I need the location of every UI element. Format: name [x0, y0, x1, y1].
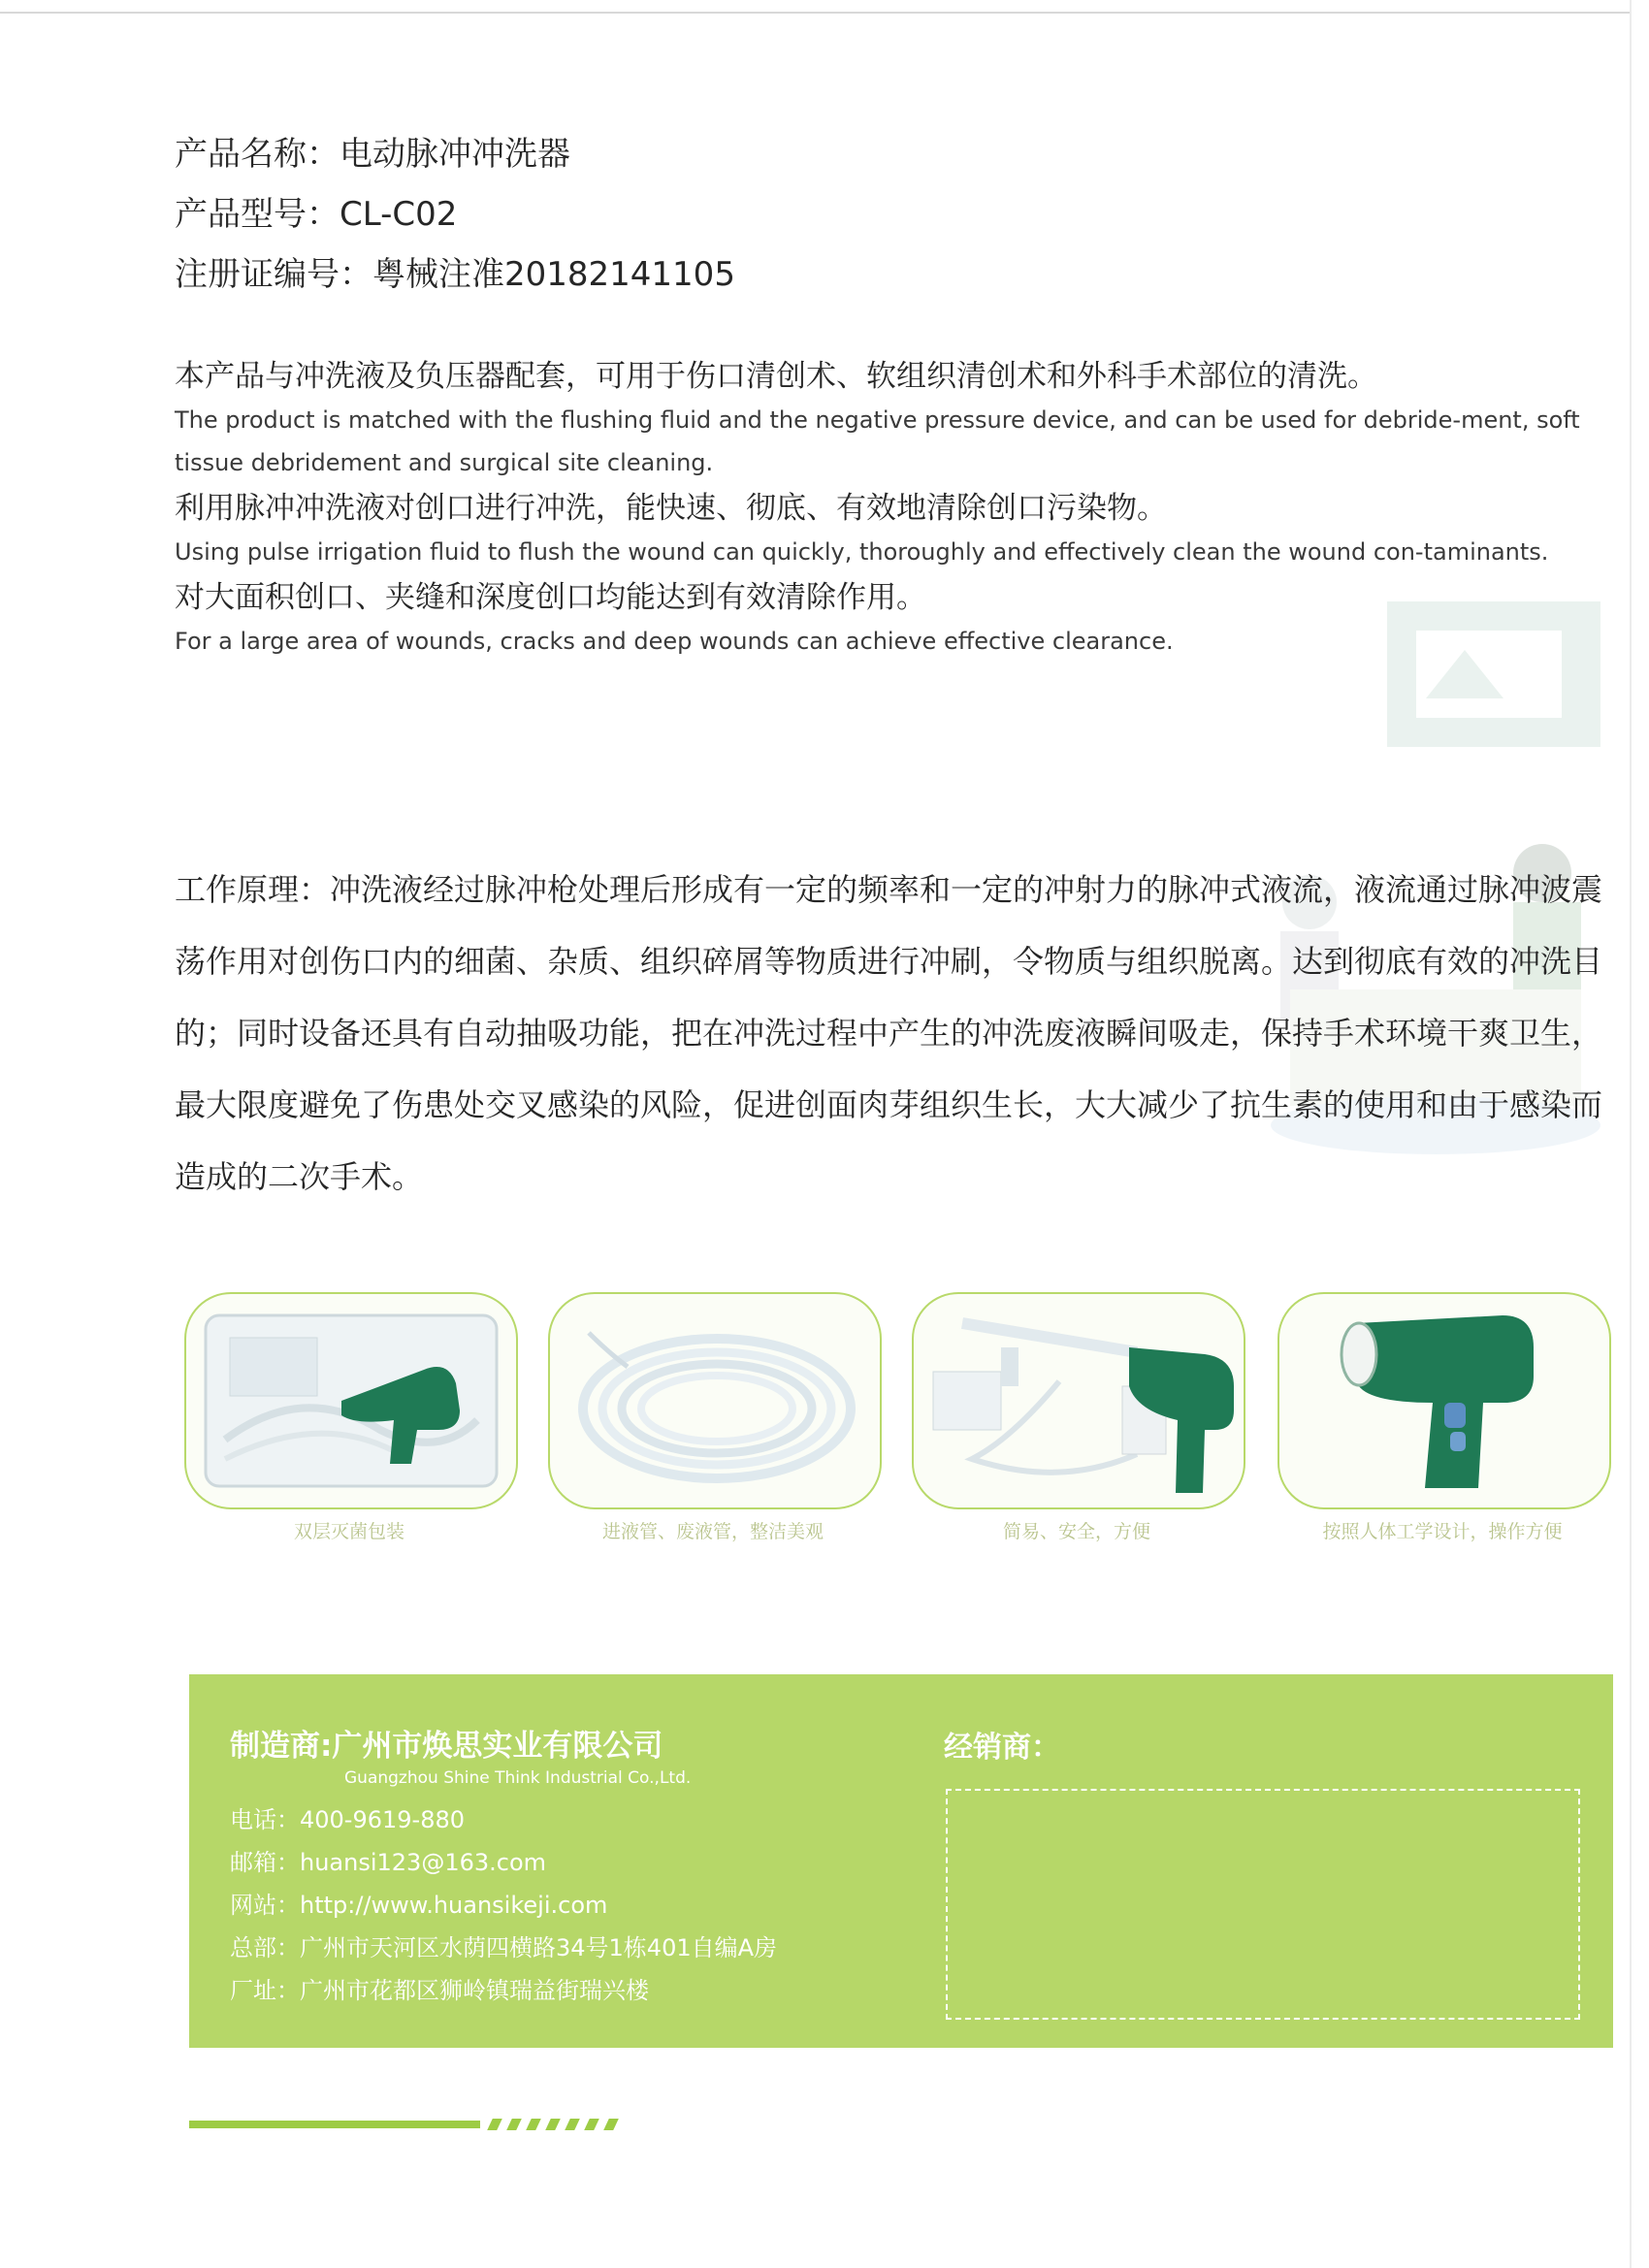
- product-meta: [175, 124, 735, 305]
- working-principle: 工作原理：冲洗液经过脉冲枪处理后形成有一定的频率和一定的冲射力的脉冲式液流，液流通过脉冲波震荡作用对创伤口内的细菌、杂质、组织碎屑等物质进行冲刷，令物质与组织脱离。达到彻底有效的冲洗目的；同时设备还具有自动抽吸功能，把在冲洗过程中产生的冲洗废液瞬间吸走，保持手术环境干爽卫生，最大限度避免了伤患处交叉感染的风险，促进创面肉芽组织生长，大大减少了抗生素的使用和由于感染而造成的二次手术。: [175, 871, 1603, 1195]
- product-description: [175, 354, 1620, 664]
- intro-en-3: For a large area of wounds, cracks and deep wounds can achieve effective clearance.: [175, 628, 1174, 655]
- product-model: 产品型号：CL-C02: [175, 195, 458, 234]
- contact-phone: 电话：400-9619-880: [230, 1806, 466, 1833]
- intro-zh-2: 利用脉冲冲洗液对创口进行冲洗，能快速、彻底、有效地清除创口污染物。: [175, 491, 1167, 526]
- contact-headquarters: 总部：广州市天河区水荫四横路34号1栋401自编A房: [230, 1934, 778, 1961]
- manufacturer-name: 制造商:广州市焕思实业有限公司: [230, 1729, 663, 1764]
- contact-factory: 厂址：广州市花都区狮岭镇瑞益街瑞兴楼: [230, 1977, 649, 2004]
- registration-number: 注册证编号：粤械注准20182141105: [175, 255, 735, 294]
- intro-en-2: Using pulse irrigation fluid to flush the wound can quickly, thoroughly and effectively clean the wound con-taminants.: [175, 538, 1549, 566]
- contact-panel: [189, 1674, 1613, 2048]
- intro-en-1: The product is matched with the flushing fluid and the negative pressure device, and can be used for debride-ment, soft tissue debridement and surgical site cleaning.: [175, 406, 1580, 476]
- gallery-caption-package: 双层灭菌包装: [293, 1521, 404, 1542]
- gallery-card-package: [184, 1292, 518, 1509]
- dealer-label: 经销商：: [944, 1731, 1060, 1765]
- gallery-card-gun: [1277, 1292, 1611, 1509]
- dealer-box: [946, 1789, 1580, 2020]
- intro-zh-3: 对大面积创口、夹缝和深度创口均能达到有效清除作用。: [175, 580, 926, 615]
- contact-email: 邮箱：huansi123@163.com: [230, 1849, 547, 1876]
- gallery-card-assembly: [912, 1292, 1245, 1509]
- assembly-image: [914, 1294, 1244, 1507]
- package-image: [186, 1294, 516, 1507]
- contact-website: 网站：http://www.huansikeji.com: [230, 1892, 608, 1919]
- gallery-card-tubing: [548, 1292, 882, 1509]
- gallery-caption-assembly: 简易、安全，方便: [1002, 1521, 1150, 1542]
- top-rule: [0, 12, 1630, 14]
- intro-zh-1: 本产品与冲洗液及负压器配套，可用于伤口清创术、软组织清创术和外科手术部位的清洗。: [175, 359, 1377, 394]
- tubing-image: [550, 1294, 880, 1507]
- gallery-caption-tubing: 进液管、废液管，整洁美观: [601, 1521, 824, 1542]
- right-edge-rule: [1630, 0, 1632, 2268]
- irrigator-gun-image: [1279, 1294, 1609, 1507]
- product-name: 产品名称：电动脉冲冲洗器: [175, 135, 570, 174]
- contact-details: [230, 1798, 777, 2012]
- product-gallery: [184, 1292, 1610, 1554]
- manufacturer-name-en: Guangzhou Shine Think Industrial Co.,Ltd.: [344, 1768, 692, 1788]
- gallery-caption-gun: 按照人体工学设计，操作方便: [1322, 1521, 1563, 1542]
- footer-bar: [189, 2121, 480, 2128]
